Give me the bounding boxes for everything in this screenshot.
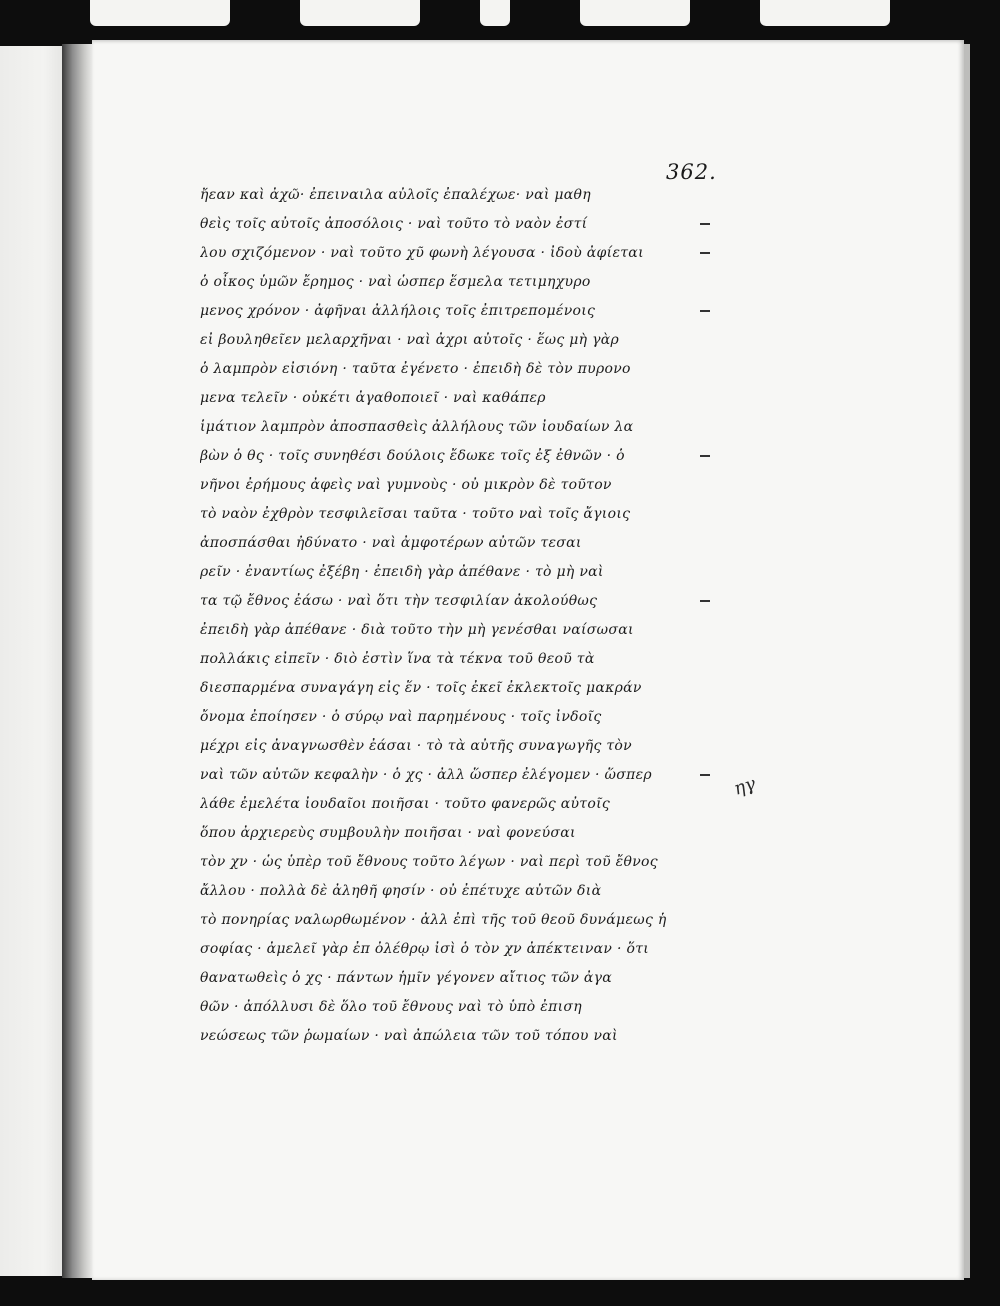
text-line: τα τῷ ἔθνος ἐάσω · ναὶ ὅτι τὴν τεσφιλίαν ἀκολούθως [200,593,598,609]
text-line: πολλάκις εἰπεῖν · διὸ ἐστὶν ἵνα τὰ τέκνα τοῦ θεοῦ τὰ [200,651,595,667]
text-line: ναὶ τῶν αὐτῶν κεφαλὴν · ὁ χς · ἀλλ ὥσπερ ἐλέγομεν · ὥσπερ [200,767,652,783]
text-line: μενα τελεῖν · οὐκέτι ἀγαθοποιεῖ · ναὶ καθάπερ [200,390,546,406]
text-line: θῶν · ἀπόλλυσι δὲ ὅλο τοῦ ἔθνους ναὶ τὸ ὑπὸ ἐπιση [200,999,582,1015]
facing-page-edge [0,46,62,1276]
film-notch [300,0,420,26]
text-line: τὸν χν · ὡς ὑπὲρ τοῦ ἔθνους τοῦτο λέγων · ναὶ περὶ τοῦ ἔθνος [200,854,658,870]
text-line: σοφίας · ἀμελεῖ γὰρ ἐπ ὀλέθρῳ ἰσὶ ὁ τὸν χν ἀπέκτειναν · ὅτι [200,941,650,957]
line-end-hyphen [700,310,710,312]
text-line: ὄνομα ἐποίησεν · ὁ σύρῳ ναὶ παρημένους · τοῖς ἰνδοῖς [200,709,602,725]
text-line: λάθε ἐμελέτα ἰουδαῖοι ποιῆσαι · τοῦτο φανερῶς αὐτοῖς [200,796,610,812]
text-line: νῆνοι ἐρήμους ἀφεὶς ναὶ γυμνοὺς · οὐ μικρὸν δὲ τοῦτον [200,477,612,493]
text-line: ἱμάτιον λαμπρὸν ἀποσπασθεὶς ἀλλήλους τῶν ἰουδαίων λα [200,419,634,435]
binding-gutter [62,44,92,1278]
text-line: θεὶς τοῖς αὐτοῖς ἀποσόλοις · ναὶ τοῦτο τὸ ναὸν ἐστί [200,216,588,232]
film-notch [580,0,690,26]
text-line: μενος χρόνον · ἀφῆναι ἀλλήλοις τοῖς ἐπιτρεπομένοις [200,303,596,319]
text-line: ρεῖν · ἐναντίως ἐξέβη · ἐπειδὴ γὰρ ἀπέθανε · τὸ μὴ ναὶ [200,564,604,580]
line-end-hyphen [700,223,710,225]
film-notch [480,0,510,26]
text-line: εἰ βουληθεῖεν μελαρχῆναι · ναὶ ἀχρι αὐτοῖς · ἕως μὴ γὰρ [200,332,620,348]
film-notch [90,0,230,26]
text-line: ὁ οἶκος ὑμῶν ἔρημος · ναὶ ὡσπερ ἕσμελα τετιμηχυρο [200,274,591,290]
text-line: ἄλλου · πολλὰ δὲ ἀληθῆ φησίν · οὐ ἐπέτυχε αὐτῶν διὰ [200,883,602,899]
text-line: ἤεαν καὶ ἀχῶ· ἐπειναιλα αὐλοῖς ἐπαλέχωε· ναὶ μαθη [200,187,591,203]
text-line: νεώσεως τῶν ῥωμαίων · ναὶ ἀπώλεια τῶν τοῦ τόπου ναὶ [200,1028,618,1044]
line-end-hyphen [700,600,710,602]
text-line: ὅπου ἀρχιερεὺς συμβουλὴν ποιῆσαι · ναὶ φονεύσαι [200,825,576,841]
text-line: ἀποσπάσθαι ἠδύνατο · ναὶ ἀμφοτέρων αὐτῶν τεσαι [200,535,582,551]
text-line: μέχρι εἰς ἀναγνωσθὲν ἐάσαι · τὸ τὰ αὐτῆς συναγωγῆς τὸν [200,738,632,754]
margin-annotation: ηγ [731,773,759,800]
line-end-hyphen [700,455,710,457]
film-border-bottom [0,1280,1000,1306]
line-end-hyphen [700,252,710,254]
film-notch [760,0,890,26]
text-line: τὸ πονηρίας ναλωρθωμένον · ἀλλ ἐπὶ τῆς τοῦ θεοῦ δυνάμεως ἡ [200,912,667,928]
text-line: ἐπειδὴ γὰρ ἀπέθανε · διὰ τοῦτο τὴν μὴ γενέσθαι ναίσωσαι [200,622,634,638]
text-line: λου σχιζόμενον · ναὶ τοῦτο χῦ φωνὴ λέγουσα · ἰδοὺ ἀφίεται [200,245,644,261]
folio-number: 362. [666,160,717,184]
text-line: τὸ ναὸν ἐχθρὸν τεσφιλεῖσαι ταῦτα · τοῦτο ναὶ τοῖς ἄγιοις [200,506,631,522]
text-line: βὼν ὁ θς · τοῖς συνηθέσι δούλοις ἔδωκε τοῖς ἐξ ἐθνῶν · ὁ [200,448,625,464]
line-end-hyphen [700,774,710,776]
page-edge [964,44,970,1278]
text-line: θανατωθεὶς ὁ χς · πάντων ἡμῖν γέγονεν αἴτιος τῶν ἀγα [200,970,613,986]
text-line: ὁ λαμπρὸν εἰσιόνη · ταῦτα ἐγένετο · ἐπειδὴ δὲ τὸν πυρονο [200,361,631,377]
text-line: διεσπαρμένα συναγάγη εἰς ἕν · τοῖς ἐκεῖ ἐκλεκτοῖς μακράν [200,680,642,696]
